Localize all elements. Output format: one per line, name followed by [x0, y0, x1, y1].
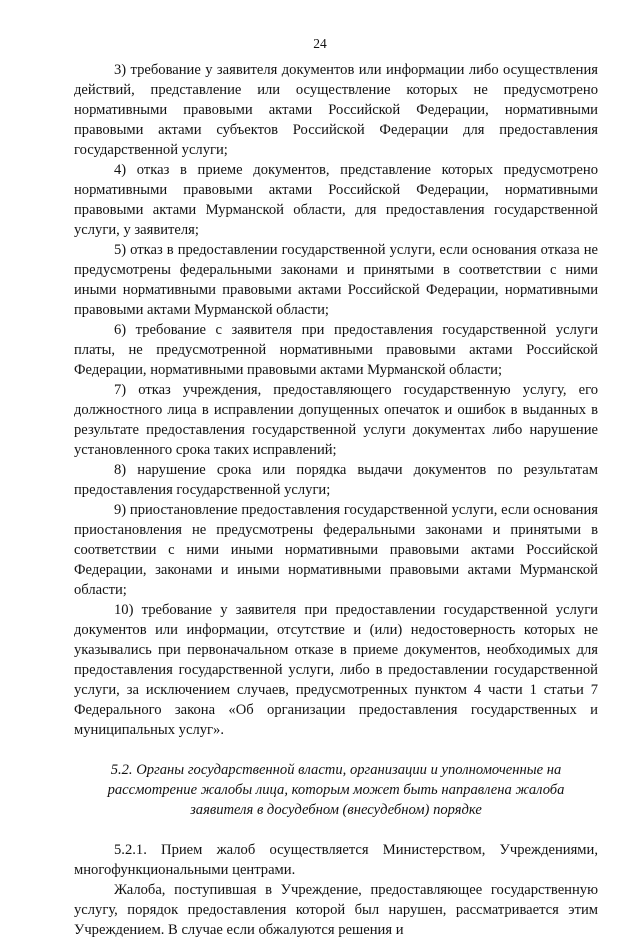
- paragraph: Жалоба, поступившая в Учреждение, предоставляющее государственную услугу, порядок предоставления которой был нарушен, рассматривается этим Учреждением. В случае если обжалуются решения и: [74, 882, 598, 938]
- list-item: 7) отказ учреждения, предоставляющего государственную услугу, его должностного лица в исправлении допущенных опечаток и ошибок в выданных в результате предоставления государственной услуги документах либо нарушение установленного срока таких исправлений;: [74, 382, 598, 458]
- page-number: 24: [313, 36, 327, 51]
- list-item: 8) нарушение срока или порядка выдачи документов по результатам предоставления государственной услуги;: [74, 462, 598, 498]
- list-item: 4) отказ в приеме документов, представление которых предусмотрено нормативными правовыми актами Российской Федерации, нормативными правовыми актами Мурманской области, для предоставления государственной услуги, у заявителя;: [74, 162, 598, 238]
- list-item: 6) требование с заявителя при предоставления государственной услуги платы, не предусмотренной нормативными правовыми актами Российской Федерации, нормативными правовыми актами Мурманской области;: [74, 322, 598, 378]
- list-item: 10) требование у заявителя при предоставлении государственной услуги документов или информации, отсутствие и (или) недостоверность которых не указывались при первоначальном отказе в приеме документов, необходимых для предоставления государственной услуги, либо в предоставлении государственной услуги, за исключением случаев, предусмотренных пунктом 4 части 1 статьи 7 Федерального закона «Об организации предоставления государственных и муниципальных услуг».: [74, 602, 598, 738]
- list-item: 9) приостановление предоставления государственной услуги, если основания приостановления не предусмотрены федеральными законами и принятыми в соответствии с ними иными нормативными правовыми актами Российской Федерации, законами и иными нормативными правовыми актами Мурманской области;: [74, 502, 598, 598]
- list-item: 3) требование у заявителя документов или информации либо осуществления действий, представление или осуществление которых не предусмотрено нормативными правовыми актами Российской Федерации, нормативными правовыми актами субъектов Российской Федерации для предоставления государственной услуги;: [74, 62, 598, 158]
- section-heading: 5.2. Органы государственной власти, организации и уполномоченные на рассмотрение жалобы лица, которым может быть направлена жалоба заявителя в досудебном (внесудебном) порядке: [107, 762, 565, 818]
- paragraph: 5.2.1. Прием жалоб осуществляется Министерством, Учреждениями, многофункциональными центрами.: [74, 842, 598, 878]
- document-body: [74, 60, 598, 940]
- list-item: 5) отказ в предоставлении государственной услуги, если основания отказа не предусмотрены федеральными законами и принятыми в соответствии с ними иными нормативными правовыми актами Российской Федерации, нормативными правовыми актами Мурманской области;: [74, 242, 598, 318]
